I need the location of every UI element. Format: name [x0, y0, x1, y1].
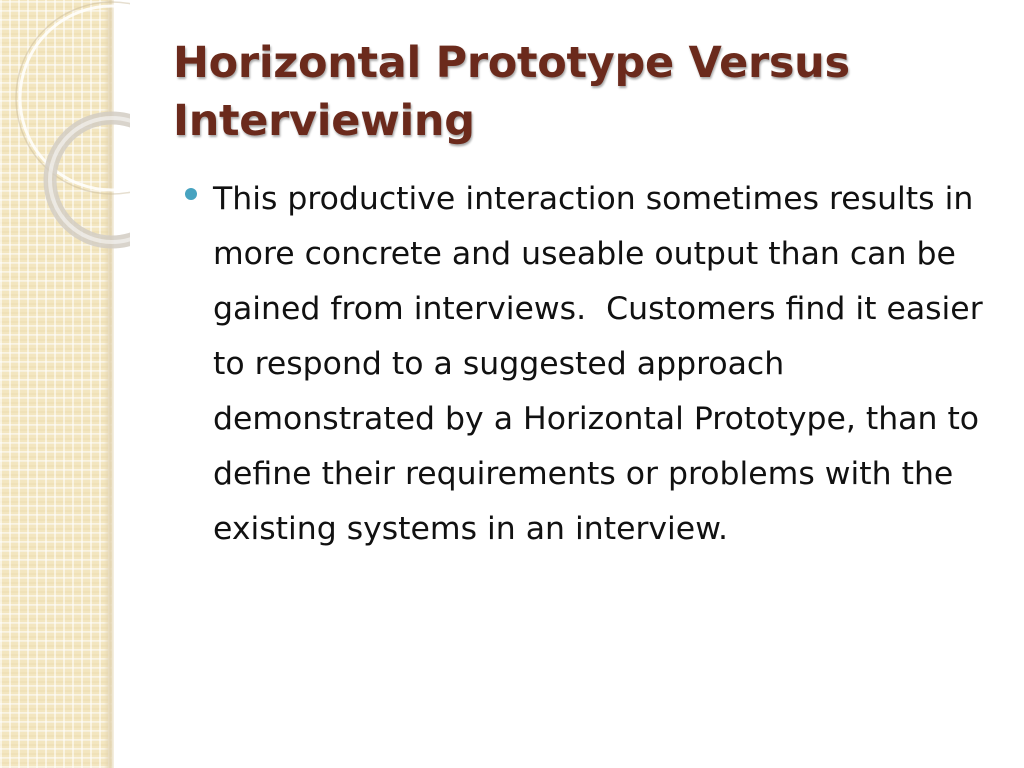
bullet-dot-icon	[185, 188, 197, 200]
slide-body	[185, 172, 995, 557]
slide-title: Horizontal Prototype Versus Interviewing	[173, 38, 850, 146]
ring-decoration	[0, 0, 130, 260]
bullet-item	[185, 172, 995, 557]
bullet-text: This productive interaction sometimes results in more concrete and useable output than can be gained from interviews. Customers find it easier to respond to a suggested approach demonstrated by a Horizontal Prototype, than to define their requirements or problems with the existing systems in an interview.	[213, 181, 993, 547]
